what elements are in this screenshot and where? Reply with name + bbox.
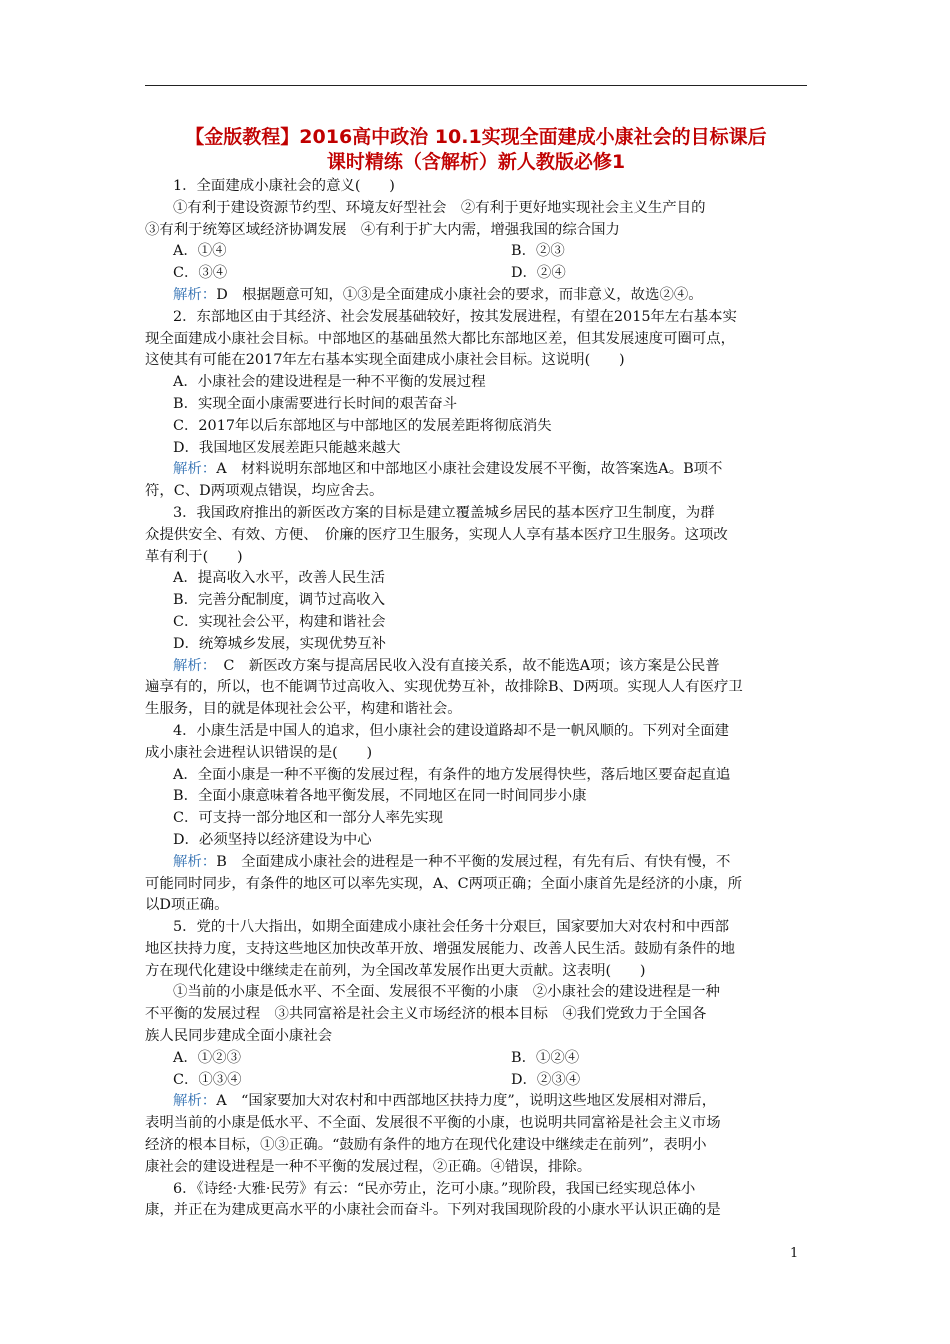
q4-option-c: C．可支持一部分地区和一部分人率先实现 [173, 810, 444, 827]
q4-stem-line-1: 4．小康生活是中国人的追求，但小康社会的建设道路却不是一帆风顺的。下列对全面建 [173, 722, 730, 739]
q3-answer-text-2: 遍享有的，所以，也不能调节过高收入、实现优势互补，故排除B、D两项。实现人人有医疗卫 [145, 679, 743, 696]
q3-stem-line-1: 3．我国政府推出的新医改方案的目标是建立覆盖城乡居民的基本医疗卫生制度，为群 [173, 504, 715, 521]
q1-answer-text: D 根据题意可知，①③是全面建成小康社会的要求，而非意义，故选②④。 [216, 286, 703, 303]
document-title [145, 125, 807, 175]
q1-explanation [145, 285, 807, 307]
q4-option-b: B．全面小康意味着各地平衡发展，不同地区在同一时间同步小康 [173, 788, 587, 805]
q3-option-b: B．完善分配制度，调节过高收入 [173, 592, 386, 609]
q2-option-b: B．实现全面小康需要进行长时间的艰苦奋斗 [173, 395, 457, 412]
q6-stem-line-2: 康，并正在为建成更高水平的小康社会而奋斗。下列对我国现阶段的小康水平认识正确的是 [145, 1202, 721, 1219]
q5-explanation [145, 1091, 807, 1113]
q2-answer-text-2: 符，C、D两项观点错误，均应舍去。 [145, 483, 384, 500]
q3-option-a: A．提高收入水平，改善人民生活 [173, 570, 385, 587]
explanation-label: 解析： [173, 1093, 217, 1110]
q5-items-line-2: 不平衡的发展过程 ③共同富裕是社会主义市场经济的根本目标 ④我们党致力于全国各 [145, 1006, 707, 1023]
q1-items-line-1: ①有利于建设资源节约型、环境友好型社会 ②有利于更好地实现社会主义生产目的 [173, 199, 706, 216]
title-line-1: 【金版教程】2016高中政治 10.1实现全面建成小康社会的目标课后 [185, 126, 767, 148]
q3-option-c: C．实现社会公平，构建和谐社会 [173, 613, 386, 630]
q3-answer-text-1: C 新医改方案与提高居民收入没有直接关系，故不能选A项；该方案是公民普 [208, 657, 720, 674]
explanation-label: 解析： [173, 286, 217, 303]
header-rule [145, 85, 807, 86]
q5-option-c: C．①③④ [173, 1071, 242, 1088]
q1-option-c: C．③④ [173, 265, 228, 282]
q2-option-d: D．我国地区发展差距只能越来越大 [173, 439, 401, 456]
q5-stem-line-1: 5．党的十八大指出，如期全面建成小康社会任务十分艰巨，国家要加大对农村和中西部 [173, 919, 730, 936]
q4-explanation [145, 852, 807, 874]
q3-option-d: D．统筹城乡发展，实现优势互补 [173, 635, 387, 652]
q2-stem-line-3: 这使其有可能在2017年左右基本实现全面建成小康社会目标。这说明( ) [145, 352, 625, 369]
q1-options-row-2 [145, 263, 807, 285]
q4-stem-line-2: 成小康社会进程认识错误的是( ) [145, 744, 373, 761]
q5-options-row-1 [145, 1048, 807, 1070]
q5-options-row-2 [145, 1070, 807, 1092]
q4-answer-text-1: B 全面建成小康社会的进程是一种不平衡的发展过程，有先有后、有快有慢，不 [216, 853, 731, 870]
q2-answer-text-1: A 材料说明东部地区和中部地区小康社会建设发展不平衡，故答案选A。B项不 [216, 461, 723, 478]
q1-option-d: D．②④ [511, 265, 566, 282]
q5-stem-line-3: 方在现代化建设中继续走在前列，为全国改革发展作出更大贡献。这表明( ) [145, 962, 646, 979]
q1-options-row-1 [145, 241, 807, 263]
explanation-label: 解析： [173, 853, 217, 870]
q2-option-c: C．2017年以后东部地区与中部地区的发展差距将彻底消失 [173, 417, 552, 434]
q5-items-line-3: 族人民同步建成全面小康社会 [145, 1028, 333, 1045]
q4-answer-text-3: 以D项正确。 [145, 897, 229, 914]
q2-option-a: A．小康社会的建设进程是一种不平衡的发展过程 [173, 374, 486, 391]
explanation-label: 解析： [173, 461, 217, 478]
q5-option-d: D．②③④ [511, 1071, 581, 1088]
q1-stem: 1．全面建成小康社会的意义( ) [173, 178, 395, 194]
q5-option-a: A．①②③ [173, 1049, 241, 1066]
q4-option-a: A．全面小康是一种不平衡的发展过程，有条件的地方发展得快些，落后地区要奋起直追 [173, 766, 731, 783]
title-line-2: 课时精练（含解析）新人教版必修1 [326, 151, 626, 173]
q5-answer-text-3: 经济的根本目标，①③正确。“鼓励有条件的地方在现代化建设中继续走在前列”，表明小 [145, 1137, 707, 1154]
q3-answer-text-3: 生服务，目的就是体现社会公平，构建和谐社会。 [145, 701, 462, 718]
q2-stem-line-1: 2．东部地区由于其经济、社会发展基础较好，按其发展进程，有望在2015年左右基本实 [173, 308, 737, 325]
q2-stem-line-2: 现全面建成小康社会目标。中部地区的基础虽然大都比东部地区差，但其发展速度可圈可点， [145, 330, 736, 347]
q5-items-line-1: ①当前的小康是低水平、不全面、发展很不平衡的小康 ②小康社会的建设进程是一种 [173, 984, 720, 1001]
q1-option-b: B．②③ [511, 243, 565, 260]
q6-stem-line-1: 6．《诗经·大雅·民劳》有云：“民亦劳止，汔可小康。”现阶段，我国已经实现总体小 [173, 1180, 696, 1197]
q5-answer-text-4: 康社会的建设进程是一种不平衡的发展过程，②正确。④错误，排除。 [145, 1158, 592, 1175]
q5-answer-text-1: A “国家要加大对农村和中西部地区扶持力度”，说明这些地区发展相对滞后， [216, 1093, 717, 1110]
q1-items-line-2: ③有利于统筹区域经济协调发展 ④有利于扩大内需，增强我国的综合国力 [145, 221, 620, 238]
q5-stem-line-2: 地区扶持力度，支持这些地区加快改革开放、增强发展能力、改善人民生活。鼓励有条件的地 [145, 940, 736, 957]
q4-option-d: D．必须坚持以经济建设为中心 [173, 831, 372, 848]
q3-stem-line-3: 革有利于( ) [145, 548, 243, 565]
q2-explanation [145, 459, 807, 481]
explanation-label: 解析： [173, 657, 209, 674]
page-number: 1 [790, 1246, 799, 1261]
q3-stem-line-2: 众提供安全、有效、方便、 价廉的医疗卫生服务，实现人人享有基本医疗卫生服务。这项改 [145, 526, 728, 543]
document-body [145, 125, 807, 1222]
q4-answer-text-2: 可能同时同步，有条件的地区可以率先实现，A、C两项正确；全面小康首先是经济的小康，所 [145, 875, 743, 892]
q1-option-a: A．①④ [173, 243, 227, 260]
q3-explanation [145, 656, 807, 678]
q5-answer-text-2: 表明当前的小康是低水平、不全面、发展很不平衡的小康，也说明共同富裕是社会主义市场 [145, 1115, 721, 1132]
q5-option-b: B．①②④ [511, 1049, 580, 1066]
